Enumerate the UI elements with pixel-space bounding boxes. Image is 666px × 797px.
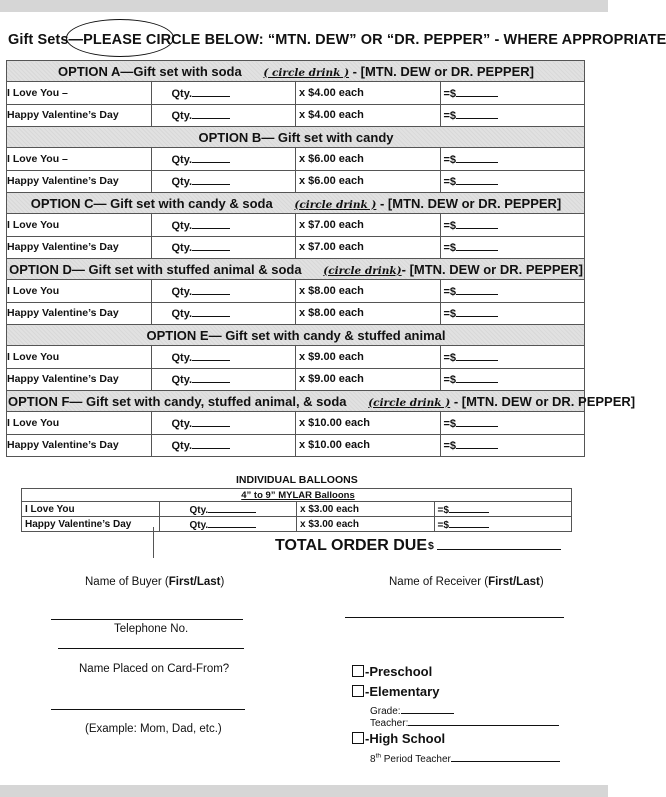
telephone-field[interactable]	[58, 648, 244, 649]
gift-row	[7, 104, 585, 127]
gift-row	[7, 368, 585, 391]
scan-edge-bottom	[0, 785, 608, 797]
gift-row-qty[interactable]: Qty.	[151, 82, 296, 105]
telephone-label: Telephone No.	[114, 623, 189, 635]
gift-row-total[interactable]: =$	[440, 236, 585, 259]
option-title: OPTION D— Gift set with stuffed animal & soda (circle drink)- [MTN. DEW or DR. PEPPER]	[7, 259, 585, 280]
drink-choices: - [MTN. DEW or DR. PEPPER]	[376, 195, 562, 211]
balloon-row	[22, 517, 572, 532]
card-from-field[interactable]	[51, 709, 245, 710]
gift-row-qty[interactable]: Qty.	[151, 170, 296, 193]
preschool-option[interactable]: -Preschool	[352, 664, 432, 679]
gift-sets-table	[6, 60, 636, 457]
gift-row-total[interactable]: =$	[440, 302, 585, 325]
checkbox-icon	[352, 665, 364, 677]
balloon-row-price: x $3.00 each	[297, 517, 435, 532]
gift-row-price: x $10.00 each	[296, 412, 441, 435]
gift-row-name: I Love You –	[7, 148, 152, 171]
gift-row-name: I Love You	[7, 280, 152, 303]
example-note: (Example: Mom, Dad, etc.)	[85, 723, 222, 735]
gift-row-price: x $7.00 each	[296, 214, 441, 237]
drink-choices: - [MTN. DEW or DR. PEPPER]	[450, 393, 636, 409]
gift-row	[7, 170, 585, 193]
teacher-field[interactable]: Teacher:	[370, 715, 559, 729]
checkbox-icon	[352, 732, 364, 744]
gift-row-name: Happy Valentine’s Day	[7, 170, 152, 193]
gift-row-qty[interactable]: Qty.	[151, 280, 296, 303]
eighth-period-teacher-field[interactable]: 8th Period Teacher	[370, 751, 560, 765]
buyer-name-label: Name of Buyer (First/Last)	[85, 576, 225, 588]
gift-row-name: Happy Valentine’s Day	[7, 236, 152, 259]
gift-row-price: x $10.00 each	[296, 434, 441, 457]
gift-row	[7, 280, 585, 303]
gift-row-price: x $9.00 each	[296, 368, 441, 391]
gift-row-qty[interactable]: Qty.	[151, 236, 296, 259]
circle-drink-note: (circle drink )	[368, 396, 451, 409]
grade-field[interactable]: Grade:	[370, 703, 454, 717]
gift-row-name: I Love You	[7, 214, 152, 237]
card-from-label: Name Placed on Card-From?	[79, 663, 230, 675]
circle-drink-note: (circle drink )	[294, 198, 377, 211]
balloon-row-total[interactable]: =$	[434, 517, 572, 532]
option-title: OPTION B— Gift set with candy	[7, 127, 585, 148]
gift-row	[7, 236, 585, 259]
hand-drawn-circle	[66, 19, 174, 57]
balloons-title: INDIVIDUAL BALLOONS	[236, 474, 358, 486]
receiver-name-label: Name of Receiver (First/Last)	[389, 576, 544, 588]
gift-row-name: Happy Valentine’s Day	[7, 104, 152, 127]
table-divider	[153, 527, 154, 558]
gift-row	[7, 434, 585, 457]
gift-row	[7, 302, 585, 325]
total-order-label: TOTAL ORDER DUE	[275, 537, 428, 554]
option-header	[7, 325, 585, 346]
gift-row-price: x $6.00 each	[296, 170, 441, 193]
balloon-row-name: Happy Valentine’s Day	[22, 517, 160, 532]
gift-row-total[interactable]: =$	[440, 412, 585, 435]
option-title: OPTION E— Gift set with candy & stuffed animal	[7, 325, 585, 346]
drink-choices: - [MTN. DEW or DR. PEPPER]	[401, 261, 583, 277]
option-title: OPTION A—Gift set with soda ( circle drink ) - [MTN. DEW or DR. PEPPER]	[7, 61, 585, 82]
gift-row-total[interactable]: =$	[440, 280, 585, 303]
gift-row-qty[interactable]: Qty.	[151, 302, 296, 325]
gift-row-name: Happy Valentine’s Day	[7, 434, 152, 457]
option-header	[7, 391, 585, 412]
header-prefix: Gift Sets—	[8, 32, 84, 48]
gift-row-name: I Love You	[7, 346, 152, 369]
gift-row-qty[interactable]: Qty.	[151, 148, 296, 171]
balloon-row-price: x $3.00 each	[297, 502, 435, 517]
gift-row	[7, 412, 585, 435]
gift-row-name: Happy Valentine’s Day	[7, 302, 152, 325]
balloons-table	[21, 488, 572, 532]
balloon-row-name: I Love You	[22, 502, 160, 517]
gift-row-price: x $4.00 each	[296, 82, 441, 105]
gift-row-price: x $8.00 each	[296, 280, 441, 303]
gift-row-total[interactable]: =$	[440, 82, 585, 105]
gift-row-total[interactable]: =$	[440, 434, 585, 457]
gift-row-name: I Love You	[7, 412, 152, 435]
balloon-row	[22, 502, 572, 517]
option-header	[7, 259, 585, 280]
total-currency: $	[428, 540, 434, 552]
gift-row-total[interactable]: =$	[440, 148, 585, 171]
gift-row	[7, 82, 585, 105]
gift-row-total[interactable]: =$	[440, 170, 585, 193]
balloon-row-qty[interactable]: Qty.	[159, 517, 297, 532]
option-header	[7, 61, 585, 82]
gift-row-qty[interactable]: Qty.	[151, 346, 296, 369]
gift-row-name: I Love You –	[7, 82, 152, 105]
balloons-subtitle: 4” to 9” MYLAR Balloons	[22, 489, 572, 502]
receiver-name-field[interactable]	[345, 617, 564, 618]
option-title: OPTION C— Gift set with candy & soda (circle drink ) - [MTN. DEW or DR. PEPPER]	[7, 193, 585, 214]
elementary-option[interactable]: -Elementary	[352, 684, 439, 699]
gift-row-qty[interactable]: Qty.	[151, 214, 296, 237]
option-title: OPTION F— Gift set with candy, stuffed animal, & soda (circle drink ) - [MTN. DEW or DR. PEPPER]	[7, 391, 585, 412]
drink-choices: - [MTN. DEW or DR. PEPPER]	[349, 63, 534, 79]
gift-row	[7, 346, 585, 369]
gift-row	[7, 214, 585, 237]
high-school-option[interactable]: -High School	[352, 731, 445, 746]
gift-row-total[interactable]: =$	[440, 104, 585, 127]
balloon-row-qty[interactable]: Qty.	[159, 502, 297, 517]
gift-row-name: Happy Valentine’s Day	[7, 368, 152, 391]
buyer-name-field[interactable]	[51, 619, 243, 620]
gift-row-total[interactable]: =$	[440, 214, 585, 237]
gift-row	[7, 148, 585, 171]
option-header	[7, 127, 585, 148]
gift-row-price: x $6.00 each	[296, 148, 441, 171]
balloon-row-total[interactable]: =$	[434, 502, 572, 517]
scan-edge-top	[0, 0, 608, 12]
gift-row-price: x $4.00 each	[296, 104, 441, 127]
gift-row-qty[interactable]: Qty.	[151, 104, 296, 127]
gift-row-qty[interactable]: Qty.	[151, 368, 296, 391]
gift-row-price: x $9.00 each	[296, 346, 441, 369]
circle-drink-note: ( circle drink )	[263, 66, 350, 79]
header-circled-text: PLEASE CIRCLE	[83, 32, 201, 48]
header-rest: BELOW: “MTN. DEW” OR “DR. PEPPER” - WHERE APPROPRIATE	[200, 32, 666, 48]
gift-row-total[interactable]: =$	[440, 368, 585, 391]
checkbox-icon	[352, 685, 364, 697]
gift-row-qty[interactable]: Qty.	[151, 434, 296, 457]
circle-drink-note: (circle drink)	[323, 264, 402, 277]
total-order-field[interactable]	[437, 549, 561, 550]
gift-row-qty[interactable]: Qty.	[151, 412, 296, 435]
gift-row-price: x $7.00 each	[296, 236, 441, 259]
gift-row-total[interactable]: =$	[440, 346, 585, 369]
gift-row-price: x $8.00 each	[296, 302, 441, 325]
option-header	[7, 193, 585, 214]
